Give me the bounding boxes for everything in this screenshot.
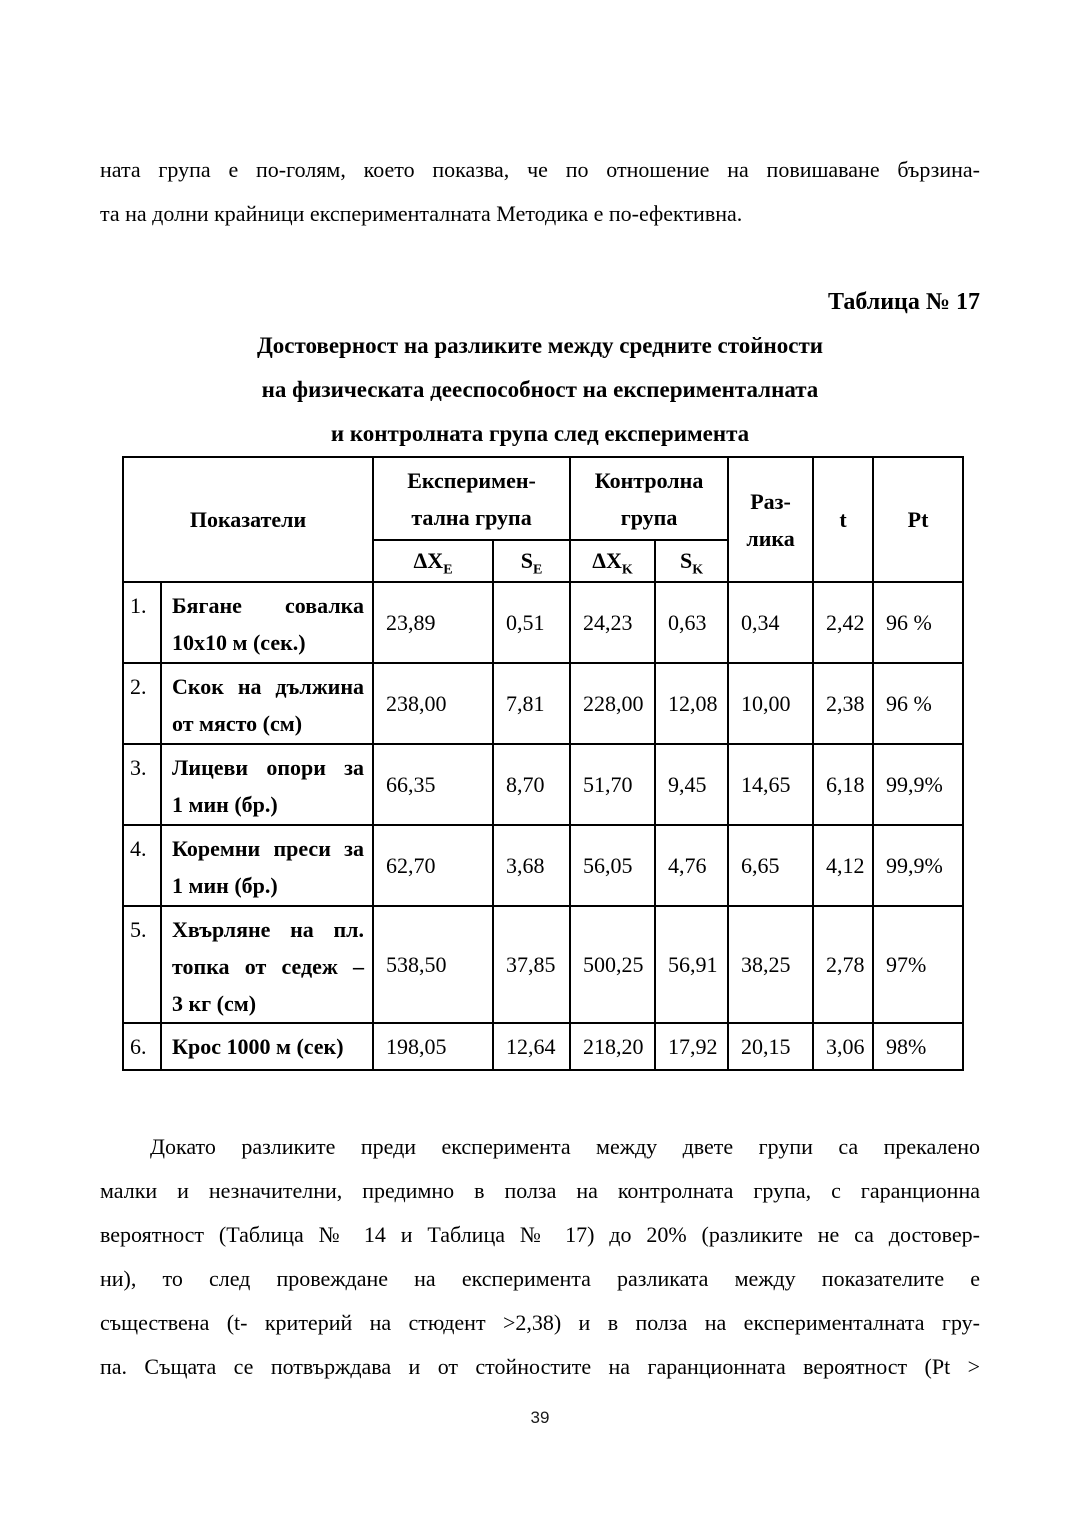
value-sk: 0,63 [655,582,728,663]
value-pt: 99,9% [873,825,963,906]
body-paragraph [100,1125,980,1389]
value-se: 3,68 [493,825,570,906]
table-row [123,825,963,906]
value-t: 3,06 [813,1023,873,1070]
value-pt: 97% [873,906,963,1023]
dxe-subscript: E [443,562,453,578]
value-difference: 6,65 [728,825,813,906]
indicator-name-line: Скок на дължина [172,674,365,699]
table-title [100,324,980,456]
value-dxk: 218,20 [570,1023,655,1070]
value-difference: 10,00 [728,663,813,744]
value-pt: 99,9% [873,744,963,825]
column-header-difference [728,457,813,582]
column-header-control-group [570,457,728,540]
column-header-se [493,540,570,582]
value-difference: 0,34 [728,582,813,663]
intro-line: та на долни крайници експерименталната Методика е по-ефективна. [100,201,743,226]
value-se: 8,70 [493,744,570,825]
value-sk: 56,91 [655,906,728,1023]
value-pt: 96 % [873,663,963,744]
experimental-group-line: Експеримен- [407,467,536,493]
value-t: 6,18 [813,744,873,825]
indicator-name-line: от място (см) [172,711,303,736]
indicator-name [161,744,373,825]
dxe-symbol: ΔX [413,548,444,573]
indicator-name-line: топка от седеж – [172,954,365,979]
column-header-experimental-group [373,457,570,540]
indicator-name-line: 10х10 м (сек.) [172,630,306,655]
value-dxe: 198,05 [373,1023,493,1070]
column-header-indicators: Показатели [123,457,373,582]
table-title-line: на физическата дееспособност на експерименталната [261,377,819,402]
value-sk: 4,76 [655,825,728,906]
dxk-symbol: ΔX [592,548,622,573]
indicator-name-line: Коремни преси за [172,836,365,861]
value-sk: 9,45 [655,744,728,825]
value-t: 2,38 [813,663,873,744]
body-line: съществена (t- критерий на стюдент >2,38) и в полза на експерименталната гру- [100,1310,980,1335]
indicator-name [161,663,373,744]
table-row [123,744,963,825]
value-dxk: 500,25 [570,906,655,1023]
value-dxk: 24,23 [570,582,655,663]
row-number: 2. [123,663,161,744]
value-se: 37,85 [493,906,570,1023]
value-difference: 14,65 [728,744,813,825]
value-dxe: 538,50 [373,906,493,1023]
indicator-name [161,906,373,1023]
body-line: Докато разликите преди експеримента между двете групи са прекалено [150,1134,980,1159]
difference-line: Раз- [750,488,791,514]
value-se: 7,81 [493,663,570,744]
table-caption-number: Таблица № 17 [827,289,980,315]
body-line: вероятност (Таблица № 14 и Таблица № 17) до 20% (разликите не са достовер- [100,1222,980,1247]
indicator-name-line: 1 мин (бр.) [172,792,278,817]
se-symbol: S [520,548,533,573]
value-difference: 38,25 [728,906,813,1023]
value-difference: 20,15 [728,1023,813,1070]
sk-subscript: K [692,562,704,578]
table-row [123,582,963,663]
column-header-dxe [373,540,493,582]
row-number: 5. [123,906,161,1023]
value-se: 0,51 [493,582,570,663]
statistics-table [122,456,964,1071]
indicator-name-line: Бягане совалка [172,593,365,618]
body-line: па. Същата се потвърждава и от стойностите на гаранционната вероятност (Pt > [100,1354,980,1379]
indicator-name [161,1023,373,1070]
se-subscript: E [532,562,543,578]
intro-line: ната група е по-голям, което показва, че по отношение на повишаване бързина- [100,157,980,182]
table-row [123,663,963,744]
indicator-name-line: Хвърляне на пл. [172,917,365,942]
table-title-line: Достоверност на разликите между средните стойности [256,333,824,358]
value-dxe: 238,00 [373,663,493,744]
body-line: малки и незначителни, предимно в полза на контролната група, с гаранционна [100,1178,980,1203]
dxk-subscript: K [621,562,633,578]
column-header-dxk [570,540,655,582]
header-row-groups [123,457,963,540]
column-header-t: t [813,457,873,582]
intro-paragraph [100,148,980,236]
value-pt: 96 % [873,582,963,663]
experimental-group-line: тална група [411,504,532,530]
value-dxk: 56,05 [570,825,655,906]
control-group-line: група [620,504,678,530]
value-t: 2,42 [813,582,873,663]
value-t: 4,12 [813,825,873,906]
indicator-name [161,582,373,663]
row-number: 6. [123,1023,161,1070]
value-sk: 17,92 [655,1023,728,1070]
value-dxe: 23,89 [373,582,493,663]
indicator-name-line: Лицеви опори за [172,755,365,780]
table-row [123,1023,963,1070]
indicator-name-line: 3 кг (см) [172,991,257,1016]
value-se: 12,64 [493,1023,570,1070]
difference-line: лика [746,525,795,551]
column-header-pt: Pt [873,457,963,582]
value-dxk: 51,70 [570,744,655,825]
indicator-name [161,825,373,906]
page-content [100,0,980,1389]
value-sk: 12,08 [655,663,728,744]
body-line: ни), то след провеждане на експеримента разликата между показателите е [100,1266,980,1291]
control-group-line: Контролна [594,467,704,493]
value-dxe: 66,35 [373,744,493,825]
table-title-line: и контролната група след експеримента [330,421,750,446]
value-dxk: 228,00 [570,663,655,744]
sk-symbol: S [679,548,693,573]
table-row [123,906,963,1023]
indicator-name-line: 1 мин (бр.) [172,873,278,898]
value-pt: 98% [873,1023,963,1070]
value-dxe: 62,70 [373,825,493,906]
row-number: 1. [123,582,161,663]
page-number: 39 [530,1408,550,1427]
value-t: 2,78 [813,906,873,1023]
column-header-sk [655,540,728,582]
row-number: 3. [123,744,161,825]
indicator-name-line: Крос 1000 м (сек) [172,1034,344,1059]
row-number: 4. [123,825,161,906]
